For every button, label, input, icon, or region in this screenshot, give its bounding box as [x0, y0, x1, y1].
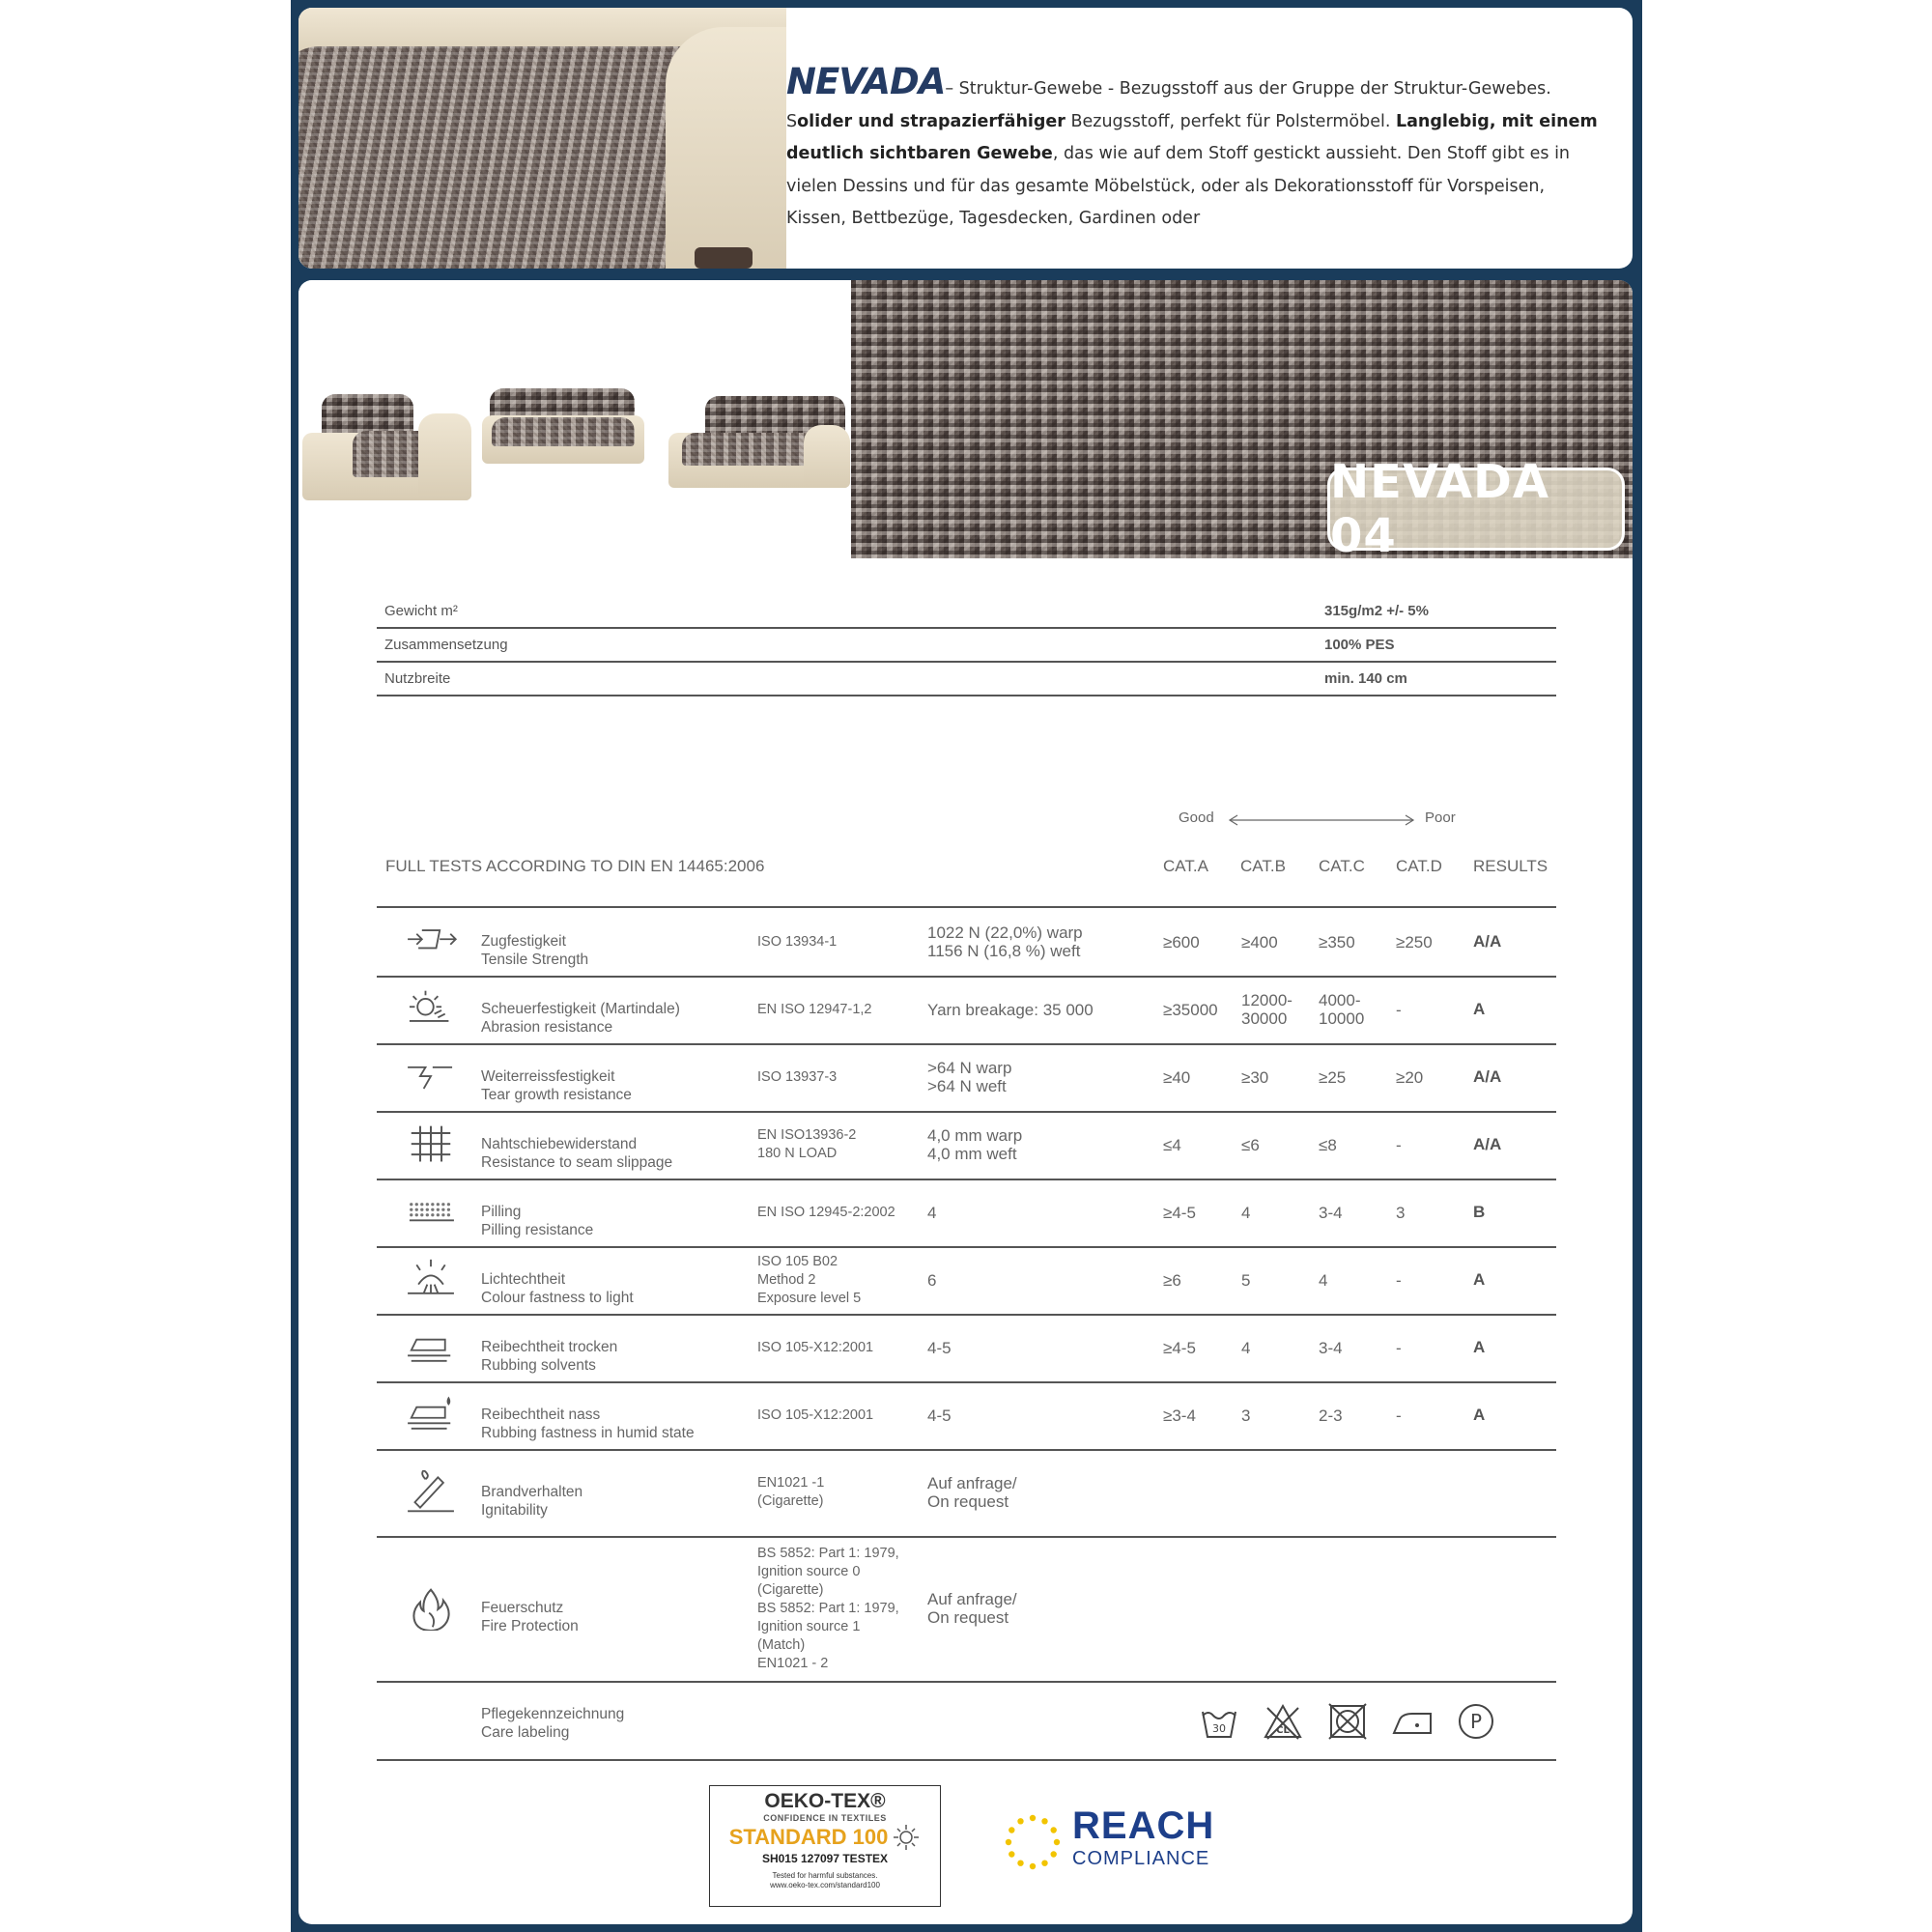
intro-description	[786, 61, 1607, 236]
cell-line: 3-4	[1319, 1203, 1343, 1222]
care-label-de: Pflegekennzeichnung	[481, 1706, 625, 1722]
cell-line: 1022 N (22,0%) warp	[927, 923, 1083, 942]
cell-line: 1156 N (16,8 %) weft	[927, 942, 1081, 960]
fire-icon	[402, 1586, 460, 1631]
test-name-de: Lichtechtheit	[481, 1271, 566, 1288]
test-name-en: Tensile Strength	[481, 952, 589, 968]
cell-line: ≥40	[1163, 1067, 1191, 1087]
test-name-de: Feuerschutz	[481, 1600, 564, 1616]
test-name-en: Tear growth resistance	[481, 1087, 632, 1103]
oeko-title: OEKO-TEX®	[764, 1790, 886, 1812]
cell-line: 4-5	[927, 1338, 952, 1357]
cell-line: (Cigarette)	[757, 1493, 824, 1509]
ignitability-icon	[402, 1470, 460, 1515]
oeko-certificate: SH015 127097 TESTEX	[761, 1852, 889, 1865]
cell-line: ≥35000	[1163, 1000, 1218, 1019]
cell-line: ISO 105 B02	[757, 1253, 838, 1269]
test-name-de: Weiterreissfestigkeit	[481, 1068, 615, 1085]
cell-line: 4-5	[927, 1406, 952, 1425]
brand-title: NEVADA	[786, 61, 946, 102]
cell-line: 4	[927, 1203, 937, 1222]
cell-line: 10000	[1319, 1009, 1365, 1028]
cell-line: 4	[1319, 1270, 1328, 1290]
cell-line: -	[1396, 1338, 1402, 1357]
intro-segment: olider und strapazierfähiger	[797, 111, 1065, 131]
header-results: RESULTS	[1473, 857, 1548, 875]
reach-subtitle: COMPLIANCE	[1072, 1848, 1210, 1869]
spec-value: 315g/m2 +/- 5%	[1324, 603, 1429, 619]
cell-line: On request	[927, 1608, 1009, 1627]
spec-row	[377, 662, 1556, 696]
intro-segment: Langlebig, mit einem deutlich sichtbaren Gewebe	[786, 111, 1598, 163]
no-bleach-cl-icon	[1262, 1700, 1304, 1743]
cell-line: >64 N warp	[927, 1059, 1012, 1077]
cell-line: BS 5852: Part 1: 1979,	[757, 1545, 899, 1561]
wash-30-icon	[1198, 1700, 1240, 1743]
tests-title: FULL TESTS ACCORDING TO DIN EN 14465:2006	[385, 857, 765, 875]
cell-line: 30000	[1241, 1009, 1288, 1028]
cell-line: 6	[927, 1270, 937, 1290]
cell-line: ≤4	[1163, 1135, 1181, 1154]
cell-line: 12000-	[1241, 991, 1293, 1009]
swatch-label: NEVADA 04	[1327, 468, 1625, 551]
test-result: A	[1473, 1000, 1486, 1018]
cell-line: 3	[1241, 1406, 1251, 1425]
spec-value: min. 140 cm	[1324, 670, 1407, 687]
cell-line: ≥20	[1396, 1067, 1424, 1087]
cell-line: ≥3-4	[1163, 1406, 1196, 1425]
cell-line: EN1021 - 2	[757, 1655, 829, 1671]
cell-line: ISO 13937-3	[757, 1068, 838, 1085]
cell-line: 5	[1241, 1270, 1251, 1290]
cell-line: -	[1396, 1406, 1402, 1425]
reach-badge	[999, 1804, 1250, 1876]
abrasion-icon	[402, 987, 460, 1032]
test-result: A/A	[1473, 1067, 1502, 1086]
scale-good: Good	[1179, 810, 1214, 826]
test-row	[377, 976, 1556, 1045]
test-name-de: Zugfestigkeit	[481, 933, 566, 950]
care-row	[377, 1681, 1556, 1761]
tensile-icon	[402, 920, 460, 964]
test-name-en: Resistance to seam slippage	[481, 1154, 673, 1171]
cell-line: ISO 13934-1	[757, 933, 838, 950]
cell-line: EN ISO 12947-1,2	[757, 1001, 872, 1017]
cell-line: (Match)	[757, 1636, 806, 1653]
test-name-de: Reibechtheit trocken	[481, 1339, 618, 1355]
cell-line: 4,0 mm weft	[927, 1145, 1017, 1163]
iron-low-icon	[1391, 1700, 1434, 1743]
cell-line: Auf anfrage/	[927, 1474, 1017, 1492]
cell-line: Method 2	[757, 1271, 816, 1288]
test-name-de: Scheuerfestigkeit (Martindale)	[481, 1001, 680, 1017]
cell-line: ≥400	[1241, 932, 1278, 952]
sofa-set-photo	[298, 280, 851, 558]
test-name-en: Rubbing fastness in humid state	[481, 1425, 695, 1441]
cell-line: -	[1396, 1000, 1402, 1019]
cell-line: -	[1396, 1135, 1402, 1154]
test-name-en: Ignitability	[481, 1502, 548, 1519]
fabric-swatch	[851, 280, 1633, 563]
cell-line: EN ISO13936-2	[757, 1127, 857, 1143]
cell-line: BS 5852: Part 1: 1979,	[757, 1600, 899, 1616]
intro-card	[298, 8, 1633, 269]
svg-text:30: 30	[1212, 1722, 1226, 1735]
cell-line: ISO 105-X12:2001	[757, 1406, 874, 1423]
cell-line: ≥30	[1241, 1067, 1269, 1087]
test-result: B	[1473, 1203, 1486, 1221]
oeko-tex-badge	[709, 1785, 941, 1907]
test-result: A/A	[1473, 1135, 1502, 1153]
test-name-de: Reibechtheit nass	[481, 1406, 601, 1423]
spec-row	[377, 628, 1556, 663]
rubbing-wet-icon	[402, 1393, 460, 1437]
test-row	[377, 1179, 1556, 1248]
spec-label: Gewicht m²	[384, 603, 458, 619]
care-label-en: Care labeling	[481, 1724, 570, 1741]
test-row	[377, 1314, 1556, 1383]
test-row	[377, 1111, 1556, 1180]
header-cat-b: CAT.B	[1240, 857, 1286, 875]
test-name-en: Colour fastness to light	[481, 1290, 634, 1306]
intro-segment: – Struktur-Gewebe - Bezugsstoff aus der Gruppe der Struktur-Gewebes. S	[786, 79, 1551, 131]
test-row	[377, 908, 1556, 978]
cell-line: 4,0 mm warp	[927, 1126, 1023, 1145]
cell-line: 2-3	[1319, 1406, 1343, 1425]
cell-line: ≥600	[1163, 932, 1200, 952]
cell-line: ≥25	[1319, 1067, 1347, 1087]
test-name-en: Abrasion resistance	[481, 1019, 613, 1036]
scale-arrow-icon	[1228, 813, 1416, 827]
spec-label: Nutzbreite	[384, 670, 451, 687]
cell-line: On request	[927, 1492, 1009, 1511]
cell-line: ISO 105-X12:2001	[757, 1339, 874, 1355]
oeko-flower-icon	[892, 1823, 921, 1852]
oeko-note: Tested for harmful substances.	[772, 1871, 878, 1880]
cell-line: EN1021 -1	[757, 1475, 825, 1491]
test-result: A	[1473, 1270, 1486, 1289]
cell-line: ≥6	[1163, 1270, 1181, 1290]
cell-line: Ignition source 1	[757, 1618, 861, 1634]
sofa-closeup-photo	[298, 8, 786, 269]
seam-slippage-icon	[402, 1122, 460, 1167]
no-tumble-dry-icon	[1326, 1700, 1369, 1743]
cell-line: Auf anfrage/	[927, 1590, 1017, 1608]
cell-line: ≤6	[1241, 1135, 1260, 1154]
scale-poor: Poor	[1425, 810, 1456, 826]
test-result: A/A	[1473, 932, 1502, 951]
intro-segment: Bezugsstoff, perfekt für Polstermöbel.	[1065, 111, 1396, 131]
spec-value: 100% PES	[1324, 637, 1395, 653]
test-name-en: Pilling resistance	[481, 1222, 594, 1238]
cell-line: Yarn breakage: 35 000	[927, 1000, 1094, 1019]
test-row	[377, 1381, 1556, 1451]
cell-line: ≤8	[1319, 1135, 1337, 1154]
cell-line: 4	[1241, 1203, 1251, 1222]
cell-line: ≥350	[1319, 932, 1355, 952]
test-row	[377, 1449, 1556, 1538]
cell-line: ≥4-5	[1163, 1203, 1196, 1222]
eu-stars-icon	[999, 1808, 1066, 1876]
oeko-url: www.oeko-tex.com/standard100	[770, 1881, 880, 1889]
test-name-de: Pilling	[481, 1204, 522, 1220]
spec-row	[377, 594, 1556, 629]
pilling-icon	[402, 1190, 460, 1235]
light-fastness-icon	[402, 1258, 460, 1302]
test-result: A	[1473, 1406, 1486, 1424]
test-row	[377, 1536, 1556, 1683]
dry-clean-p-icon	[1455, 1700, 1497, 1743]
cell-line: ≥4-5	[1163, 1338, 1196, 1357]
svg-text:CL: CL	[1276, 1725, 1290, 1736]
cell-line: 4000-	[1319, 991, 1361, 1009]
tear-icon	[402, 1055, 460, 1099]
test-row	[377, 1246, 1556, 1316]
svg-text:P: P	[1469, 1710, 1483, 1733]
test-row	[377, 1043, 1556, 1113]
header-cat-a: CAT.A	[1163, 857, 1208, 875]
cell-line: 3-4	[1319, 1338, 1343, 1357]
intro-segment: , das wie auf dem Stoff gestickt aussieht. Den Stoff gibt es in vielen Dessins und für das gesamte Möbelstück, oder als Dekorationsstoff für Vorspeisen, Kissen, Bettbezüge, Tagesdecken, Gardinen oder	[786, 144, 1571, 228]
cell-line: Exposure level 5	[757, 1290, 862, 1306]
cell-line: -	[1396, 1270, 1402, 1290]
spec-sheet-card	[298, 280, 1633, 1924]
test-name-de: Nahtschiebewiderstand	[481, 1136, 638, 1152]
cell-line: 180 N LOAD	[757, 1146, 838, 1161]
reach-title: REACH	[1072, 1804, 1215, 1847]
cell-line: Ignition source 0	[757, 1563, 861, 1579]
oeko-tagline: CONFIDENCE IN TEXTILES	[763, 1813, 887, 1823]
header-cat-d: CAT.D	[1396, 857, 1442, 875]
test-name-en: Fire Protection	[481, 1618, 579, 1634]
oeko-standard: STANDARD 100	[728, 1825, 889, 1849]
cell-line: 4	[1241, 1338, 1251, 1357]
test-name-de: Brandverhalten	[481, 1484, 583, 1500]
cell-line: >64 N weft	[927, 1077, 1007, 1095]
cell-line: ≥250	[1396, 932, 1433, 952]
cell-line: EN ISO 12945-2:2002	[757, 1204, 895, 1220]
cell-line: 3	[1396, 1203, 1406, 1222]
header-cat-c: CAT.C	[1319, 857, 1365, 875]
spec-label: Zusammensetzung	[384, 637, 508, 653]
cell-line: (Cigarette)	[757, 1581, 824, 1598]
rubbing-dry-icon	[402, 1325, 460, 1370]
test-name-en: Rubbing solvents	[481, 1357, 596, 1374]
test-result: A	[1473, 1338, 1486, 1356]
